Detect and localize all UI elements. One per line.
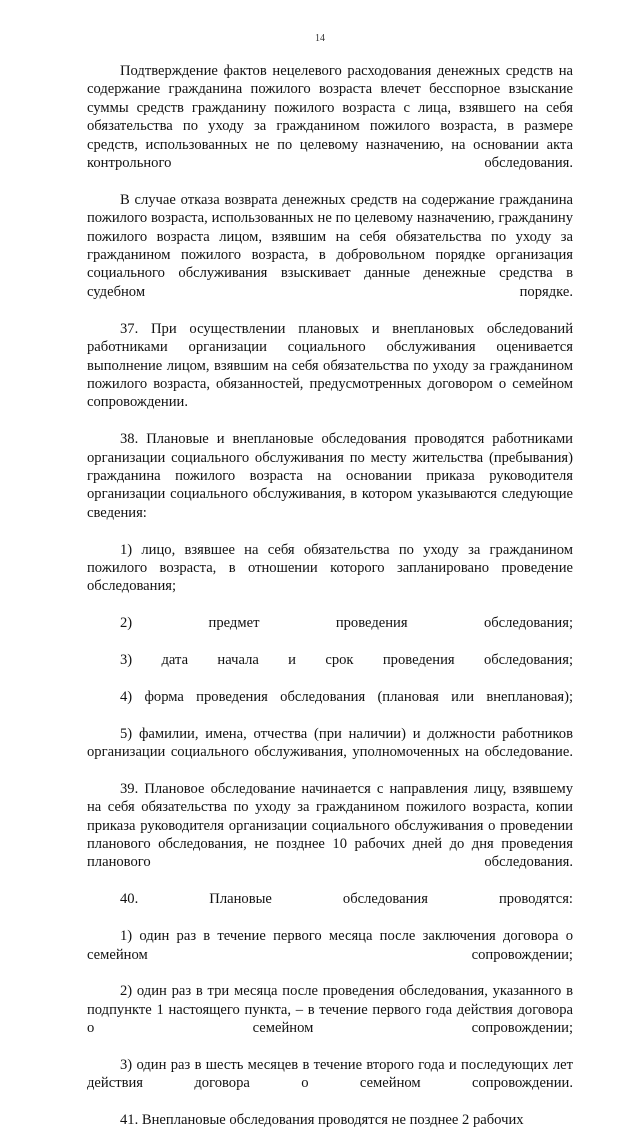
paragraph-38-item-5: 5) фамилии, имена, отчества (при наличии) и должности работников организации социального обслуживания, уполномоченных на обследование. <box>87 725 573 761</box>
paragraph-41: 41. Внеплановые обследования проводятся не позднее 2 рабочих <box>120 1112 524 1129</box>
paragraph-38-item-2: 2) предмет проведения обследования; <box>120 615 573 632</box>
paragraph-38-item-3: 3) дата начала и срок проведения обследования; <box>120 652 573 668</box>
paragraph-38: 38. Плановые и внеплановые обследования проводятся работниками организации социального обслуживания по месту жительства (пребывания) гражданина пожилого возраста на основании приказа руководителя организации социального обслуживания, в котором указываются следующие сведения: <box>87 431 573 521</box>
document-body <box>87 62 573 1130</box>
paragraph-40-item-2: 2) один раз в три месяца после проведения обследования, указанного в подпункте 1 настоящего пункта, – в течение первого года действия договора о семейном сопровождении; <box>87 983 573 1037</box>
paragraph-37: 37. При осуществлении плановых и внеплановых обследований работниками организации социального обслуживания оценивается выполнение лицом, взявшим на себя обязательства по уходу за гражданином пожилого возраста, обязанностей, предусмотренных договором о семейном сопровождении. <box>87 320 573 411</box>
paragraph-refusal-return: В случае отказа возврата денежных средств на содержание гражданина пожилого возраста, использованных не по целевому назначению, гражданину пожилого возраста лицом, взявшим на себя обязательства по уходу за гражданином пожилого возраста, в добровольном порядке организация социального обслуживания взыскивает данные денежные средства в судебном порядке. <box>87 191 573 300</box>
paragraph-38-item-1: 1) лицо, взявшее на себя обязательства по уходу за гражданином пожилого возраста, в отношении которого запланировано проведение обследования; <box>87 541 573 595</box>
paragraph-misuse-confirmation: Подтверждение фактов нецелевого расходования денежных средств на содержание гражданина пожилого возраста влечет бесспорное взыскание суммы средств гражданину пожилого возраста с лица, взявшего на себя обязательства по уходу за гражданином пожилого возраста, в размере средств, использованных не по целевому назначению, на основании акта контрольного обследования. <box>87 63 573 172</box>
page-number: 14 <box>315 33 325 44</box>
paragraph-40: 40. Плановые обследования проводятся: <box>120 891 573 908</box>
paragraph-39: 39. Плановое обследование начинается с направления лицу, взявшему на себя обязательства по уходу за гражданином пожилого возраста, копии приказа руководителя организации социального обслуживания о проведении планового обследования, не позднее 10 рабочих дней до дня проведения планового обследования. <box>87 780 573 871</box>
paragraph-38-item-4: 4) форма проведения обследования (плановая или внеплановая); <box>120 688 573 705</box>
paragraph-40-item-3: 3) один раз в шесть месяцев в течение второго года и последующих лет действия договора о семейном сопровождении. <box>87 1056 573 1092</box>
paragraph-40-item-1: 1) один раз в течение первого месяца после заключения договора о семейном сопровождении; <box>87 928 573 963</box>
